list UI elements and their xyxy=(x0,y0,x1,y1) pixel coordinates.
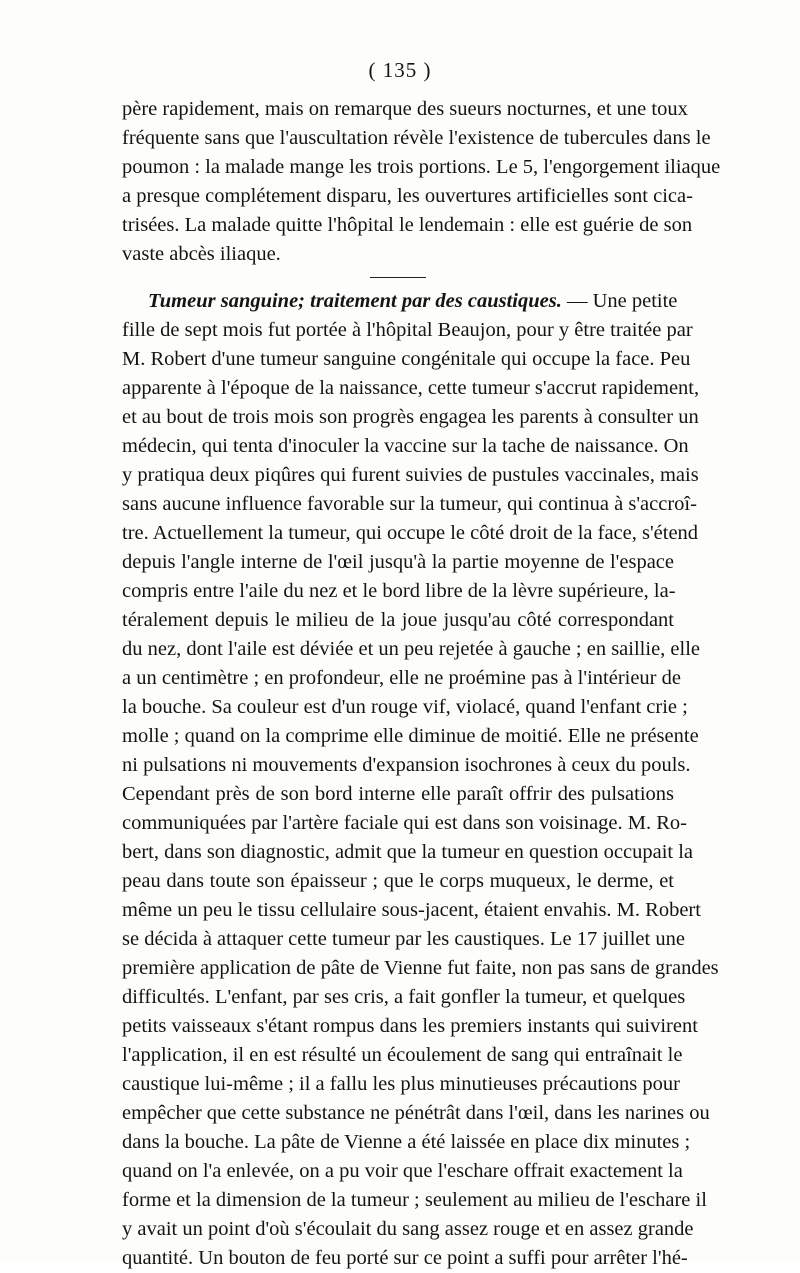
text-line: compris entre l'aile du nez et le bord libre de la lèvre supérieure, la- xyxy=(122,580,676,602)
text-line: poumon : la malade mange les trois portions. Le 5, l'engorgement iliaque xyxy=(122,156,721,178)
section-first-line xyxy=(122,287,678,316)
text-line: bert, dans son diagnostic, admit que la tumeur en question occupait la xyxy=(122,841,694,863)
text-line: petits vaisseaux s'étant rompus dans les premiers instants qui suivirent xyxy=(122,1015,698,1037)
text-line: fille de sept mois fut portée à l'hôpital Beaujon, pour y être traitée par xyxy=(122,319,693,341)
text-line: M. Robert d'une tumeur sanguine congénitale qui occupe la face. Peu xyxy=(122,348,691,370)
text-line: la bouche. Sa couleur est d'un rouge vif, violacé, quand l'enfant crie ; xyxy=(122,696,688,718)
text-line: médecin, qui tenta d'inoculer la vaccine sur la tache de naissance. On xyxy=(122,435,689,457)
text-line: l'application, il en est résulté un écoulement de sang qui entraînait le xyxy=(122,1044,683,1066)
text-line: quand on l'a enlevée, on a pu voir que l'eschare offrait exactement la xyxy=(122,1160,683,1182)
text-line: même un peu le tissu cellulaire sous-jacent, étaient envahis. M. Robert xyxy=(122,899,701,921)
paragraph-previous-case xyxy=(122,95,721,269)
text-line: y avait un point d'où s'écoulait du sang assez rouge et en assez grande xyxy=(122,1218,694,1240)
text-line: dans la bouche. La pâte de Vienne a été laissée en place dix minutes ; xyxy=(122,1131,691,1153)
body-text xyxy=(122,95,721,1273)
text-line: difficultés. L'enfant, par ses cris, a fait gonfler la tumeur, et quelques xyxy=(122,986,686,1008)
text-line: a un centimètre ; en profondeur, elle ne proémine pas à l'intérieur de xyxy=(122,667,681,689)
text-line: tre. Actuellement la tumeur, qui occupe le côté droit de la face, s'étend xyxy=(122,522,699,544)
text-line: a presque complétement disparu, les ouvertures artificielles sont cica- xyxy=(122,185,693,207)
text-line: fréquente sans que l'auscultation révèle l'existence de tubercules dans le xyxy=(122,127,711,149)
text-line: quantité. Un bouton de feu porté sur ce point a suffi pour arrêter l'hé- xyxy=(122,1247,688,1269)
text-line: y pratiqua deux piqûres qui furent suivies de pustules vaccinales, mais xyxy=(122,464,699,486)
text-line: caustique lui-même ; il a fallu les plus minutieuses précautions pour xyxy=(122,1073,680,1095)
text-line: téralement depuis le milieu de la joue jusqu'au côté correspondant xyxy=(122,609,674,631)
text-line: trisées. La malade quitte l'hôpital le lendemain : elle est guérie de son xyxy=(122,214,693,236)
text-line: molle ; quand on la comprime elle diminue de moitié. Elle ne présente xyxy=(122,725,699,747)
text-line: depuis l'angle interne de l'œil jusqu'à la partie moyenne de l'espace xyxy=(122,551,674,573)
text-line: apparente à l'époque de la naissance, cette tumeur s'accrut rapidement, xyxy=(122,377,700,399)
section-title: Tumeur sanguine; traitement par des caustiques. xyxy=(148,290,562,312)
text-line: sans aucune influence favorable sur la tumeur, qui continua à s'accroî- xyxy=(122,493,697,515)
text-line: peau dans toute son épaisseur ; que le corps muqueux, le derme, et xyxy=(122,870,674,892)
text-line: père rapidement, mais on remarque des sueurs nocturnes, et une toux xyxy=(122,98,688,120)
section-first-line-rest: — Une petite xyxy=(561,290,678,312)
text-line: et au bout de trois mois son progrès engagea les parents à consulter un xyxy=(122,406,699,428)
text-line: forme et la dimension de la tumeur ; seulement au milieu de l'eschare il xyxy=(122,1189,707,1211)
text-line: Cependant près de son bord interne elle paraît offrir des pulsations xyxy=(122,783,674,805)
page-number: ( 135 ) xyxy=(368,58,432,82)
text-line: communiquées par l'artère faciale qui est dans son voisinage. M. Ro- xyxy=(122,812,688,834)
section-paragraph xyxy=(122,316,719,1273)
text-line: première application de pâte de Vienne fut faite, non pas sans de grandes xyxy=(122,957,719,979)
section-tumeur-sanguine xyxy=(122,287,719,1273)
text-line: vaste abcès iliaque. xyxy=(122,243,281,265)
text-line: se décida à attaquer cette tumeur par les caustiques. Le 17 juillet une xyxy=(122,928,685,950)
text-line: empêcher que cette substance ne pénétrât dans l'œil, dans les narines ou xyxy=(122,1102,710,1124)
text-line: ni pulsations ni mouvements d'expansion isochrones à ceux du pouls. xyxy=(122,754,691,776)
separator-rule xyxy=(370,277,426,278)
text-line: du nez, dont l'aile est déviée et un peu rejetée à gauche ; en saillie, elle xyxy=(122,638,701,660)
section-separator xyxy=(122,269,674,287)
